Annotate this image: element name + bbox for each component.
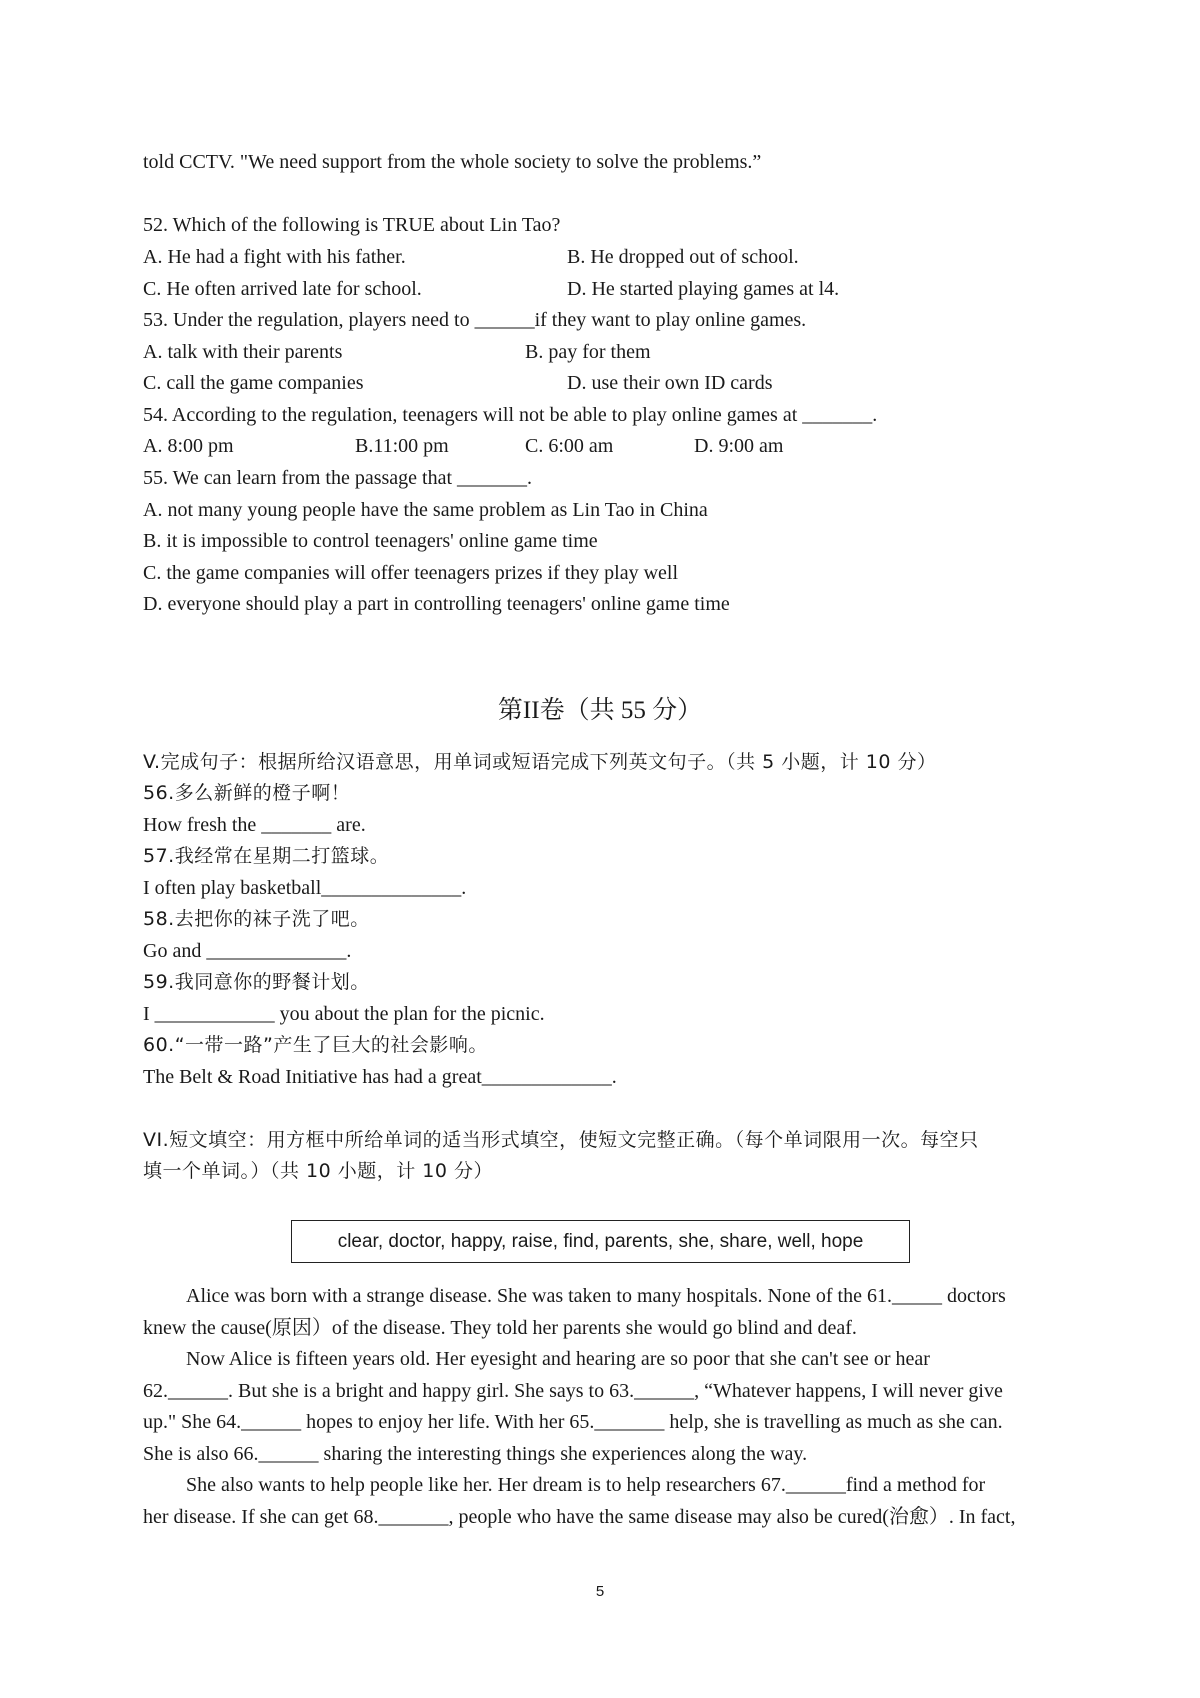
question-53-option-b: B. pay for them bbox=[525, 341, 651, 363]
passage-line-7: She also wants to help people like her. Her dream is to help researchers 67.______find a method for bbox=[186, 1474, 986, 1496]
passage-line-1: Alice was born with a strange disease. She was taken to many hospitals. None of the 61._____ doctors bbox=[186, 1285, 1006, 1307]
question-54-option-a: A. 8:00 pm bbox=[143, 435, 234, 457]
question-54-stem: 54. According to the regulation, teenagers will not be able to play online games at _______. bbox=[143, 404, 878, 426]
question-55-option-a: A. not many young people have the same problem as Lin Tao in China bbox=[143, 499, 708, 521]
passage-line-8: her disease. If she can get 68._______, people who have the same disease may also be cured(治愈）. In fact, bbox=[143, 1506, 1016, 1528]
intro-line: told CCTV. "We need support from the whole society to solve the problems.” bbox=[143, 151, 762, 173]
question-52-option-a: A. He had a fight with his father. bbox=[143, 246, 406, 268]
part2-title: 第II卷（共 55 分） bbox=[497, 697, 703, 724]
question-53-option-d: D. use their own ID cards bbox=[567, 372, 773, 394]
question-52-option-c: C. He often arrived late for school. bbox=[143, 278, 422, 300]
passage-line-4: 62.______. But she is a bright and happy girl. She says to 63.______, “Whatever happens, I will never give bbox=[143, 1380, 1003, 1402]
question-55-option-c: C. the game companies will offer teenagers prizes if they play well bbox=[143, 562, 678, 584]
page-number: 5 bbox=[595, 1583, 605, 1600]
word-box bbox=[291, 1220, 910, 1263]
item-58-chinese: 58.去把你的袜子洗了吧。 bbox=[143, 908, 370, 930]
question-54-option-b: B.11:00 pm bbox=[355, 435, 449, 457]
item-58-english: Go and ______________. bbox=[143, 940, 352, 962]
question-53-option-a: A. talk with their parents bbox=[143, 341, 343, 363]
item-60-chinese: 60.“一带一路”产生了巨大的社会影响。 bbox=[143, 1034, 488, 1056]
section6-heading-line2: 填一个单词。）（共 10 小题，计 10 分） bbox=[143, 1160, 494, 1182]
word-box-text: clear, doctor, happy, raise, find, parents, she, share, well, hope bbox=[337, 1230, 864, 1252]
item-59-english: I ____________ you about the plan for the picnic. bbox=[143, 1003, 545, 1025]
passage-line-6: She is also 66.______ sharing the interesting things she experiences along the way. bbox=[143, 1443, 808, 1465]
section5-heading: V.完成句子：根据所给汉语意思，用单词或短语完成下列英文句子。（共 5 小题，计 10 分） bbox=[143, 751, 937, 773]
passage-line-5: up." She 64.______ hopes to enjoy her life. With her 65._______ help, she is travelling as much as she can. bbox=[143, 1411, 1003, 1433]
item-59-chinese: 59.我同意你的野餐计划。 bbox=[143, 971, 370, 993]
item-56-english: How fresh the _______ are. bbox=[143, 814, 366, 836]
item-56-chinese: 56.多么新鲜的橙子啊！ bbox=[143, 782, 351, 804]
question-54-option-d: D. 9:00 am bbox=[694, 435, 784, 457]
question-55-option-d: D. everyone should play a part in controlling teenagers' online game time bbox=[143, 593, 730, 615]
question-53-stem: 53. Under the regulation, players need to ______if they want to play online games. bbox=[143, 309, 807, 331]
item-60-english: The Belt & Road Initiative has had a great_____________. bbox=[143, 1066, 617, 1088]
question-52-option-d: D. He started playing games at l4. bbox=[567, 278, 840, 300]
section6-heading-line1: VI.短文填空：用方框中所给单词的适当形式填空，使短文完整正确。（每个单词限用一次。每空只 bbox=[143, 1129, 979, 1151]
item-57-chinese: 57.我经常在星期二打篮球。 bbox=[143, 845, 390, 867]
question-52-option-b: B. He dropped out of school. bbox=[567, 246, 799, 268]
passage-line-2: knew the cause(原因）of the disease. They told her parents she would go blind and deaf. bbox=[143, 1317, 857, 1339]
question-54-option-c: C. 6:00 am bbox=[525, 435, 614, 457]
question-55-stem: 55. We can learn from the passage that _______. bbox=[143, 467, 533, 489]
question-52-stem: 52. Which of the following is TRUE about Lin Tao? bbox=[143, 214, 561, 236]
item-57-english: I often play basketball______________. bbox=[143, 877, 467, 899]
passage-line-3: Now Alice is fifteen years old. Her eyesight and hearing are so poor that she can't see or hear bbox=[186, 1348, 930, 1370]
question-53-option-c: C. call the game companies bbox=[143, 372, 364, 394]
question-55-option-b: B. it is impossible to control teenagers' online game time bbox=[143, 530, 598, 552]
